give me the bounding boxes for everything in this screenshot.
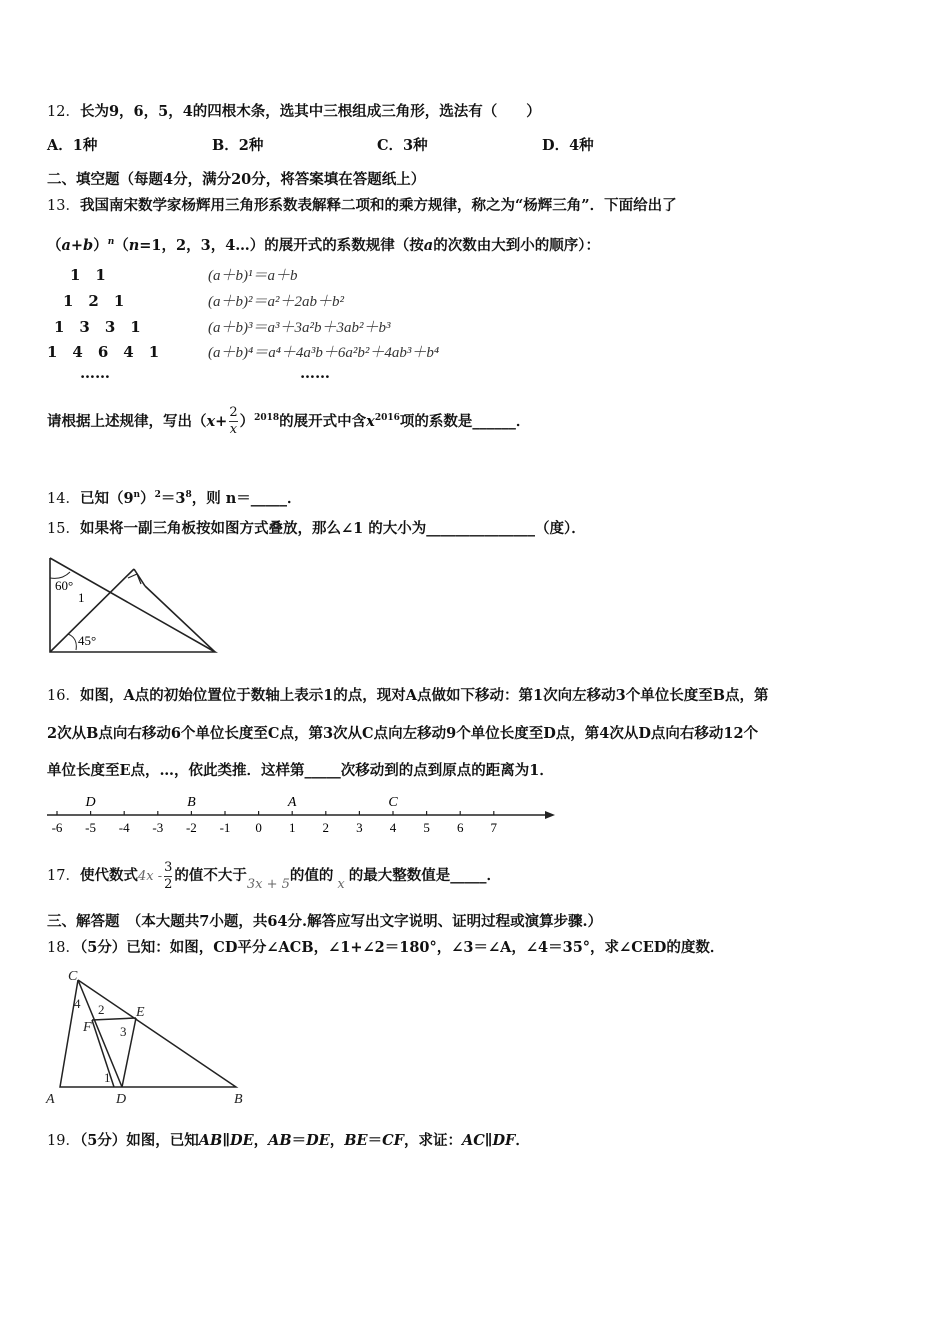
question-number: 13． [47,198,80,214]
expansion-line: (a＋b)¹＝a＋b [208,268,298,284]
expansion-line: (a＋b)⁴＝a⁴＋4a³b＋6a²b²＋4ab³＋b⁴ [208,345,440,361]
expr: 3x + 5 [246,877,290,892]
axis-tick-label: 4 [389,820,397,835]
question-16-line2: 2次从B点向右移动6个单位长度至C点，第3次从C点向左移动9个单位长度至D点，第4次从D点向右移动12个 [47,725,759,742]
question-number: 14． [47,490,80,507]
axis-tick-label: 7 [490,820,498,835]
figure-leg [134,569,145,586]
axis-arrow [545,811,555,819]
fig-label-60: 60° [55,578,74,593]
axis-tick-label: 0 [255,820,262,835]
text: ） [140,489,155,507]
label-b: B [234,1092,243,1107]
expr: 4x - [137,869,163,884]
text: （ [114,236,129,254]
label-d: D [116,1092,127,1107]
text: 请根据上述规律，写出（ [47,412,207,430]
text: 使代数式 [79,867,138,884]
option-b[interactable]: B．2种 [212,137,264,154]
question-18 [47,938,724,958]
axis-tick-label: -4 [118,820,130,835]
exponent: n [133,490,141,500]
text: 已知（9 [79,489,134,507]
exponent-n: n [107,237,115,247]
question-16 [47,686,768,706]
axis-tick-label: 5 [423,820,430,835]
question-12 [47,102,541,122]
numerator: 2 [229,405,238,421]
exponent: 2 [154,490,161,500]
text: ． [515,1132,530,1149]
question-12-options [47,136,707,156]
question-text: 我国南宋数学家杨辉用三角形系数表解释二项和的乘方规律，称之为“杨辉三角”．下面给出了 [79,197,677,214]
axis-tick-label: 3 [356,820,363,835]
exponent: 2018 [254,413,280,423]
denominator: x [229,422,238,438]
var-n: n [128,236,140,254]
var-x: x [366,412,375,430]
label-1: 1 [104,1070,111,1085]
text: （ [47,236,62,254]
triangle-row: 1 1 [70,266,106,284]
option-c[interactable]: C．3种 [377,137,428,154]
text: ， [329,1132,345,1149]
angle-arc [68,634,76,650]
segment: AC [461,1132,485,1149]
axis-tick-label: -5 [85,820,97,835]
symbol: ＝ [367,1132,383,1149]
question-number: 15． [47,521,80,537]
text: 项的系数是______． [399,412,531,430]
segment: BE [344,1132,368,1149]
segment: AB [198,1132,223,1149]
numerator: 3 [164,859,173,875]
segment: DE [230,1132,254,1149]
point-label-c: C [388,795,398,810]
axis-tick-label: -1 [219,820,231,835]
question-13 [47,196,677,216]
axis-tick-label: 6 [456,820,464,835]
question-13-ask [47,400,530,440]
expr-a-plus-b: a+b [61,236,94,254]
question-number: 16． [47,688,80,704]
question-14 [47,485,302,509]
denominator: 2 [164,876,173,892]
exponent: 8 [185,490,192,500]
axis-tick-label: -2 [185,820,197,835]
symbol: ∥ [484,1132,493,1149]
segment: AB [268,1132,292,1149]
text: ，则 n＝_____． [191,489,302,507]
triangle-row: …… [80,364,110,382]
text: =1，2，3，4…）的展开式的系数规律（按 [139,236,424,254]
number-line-figure [45,790,560,840]
text: ＝3 [160,489,186,507]
label-a: A [46,1092,55,1107]
question-16-line3: 单位长度至E点，…，依此类推．这样第_____次移动到的点到原点的距离为1． [47,762,554,779]
question-17 [47,858,501,895]
point-label-b: B [187,795,196,810]
label-e: E [136,1005,145,1020]
text: （5分）如图，已知 [79,1132,199,1149]
fraction-2-over-x [229,405,237,438]
question-text: 长为9，6，5，4的四根木条，选其中三根组成三角形，选法有（ ） [79,103,541,120]
question-number: 19． [47,1133,80,1149]
question-text-line1: 如图，A点的初始位置位于数轴上表示1的点，现对A点做如下移动：第1次向左移动3个单位长度至B点，第 [79,687,769,704]
label-4: 4 [74,996,81,1011]
var-a: a [423,236,434,254]
text: 的展开式中含 [279,412,367,430]
expansion-line: (a＋b)³＝a³＋3a²b＋3ab²＋b³ [208,320,391,336]
exponent: 2016 [374,413,400,423]
segment-fe [92,1018,136,1020]
fig-label-45: 45° [78,633,97,648]
segment: DE [306,1132,330,1149]
option-a[interactable]: A．1种 [47,137,98,154]
plus-sign: + [215,412,228,430]
expansion-line: (a＋b)²＝a²＋2ab＋b² [208,294,344,310]
var-x: x [337,877,345,892]
axis-tick-label: 1 [288,820,296,835]
label-f: F [83,1020,92,1035]
label-3: 3 [120,1024,127,1039]
question-15 [47,519,586,539]
question-19 [47,1131,530,1151]
triangle-row: 1 2 1 [63,292,125,310]
question-text: （5分）已知：如图，CD平分∠ACB，∠1+∠2＝180°，∠3＝∠A，∠4＝35°，求∠CED的度数． [79,939,725,956]
segment: CF [382,1132,404,1149]
label-2: 2 [98,1002,105,1017]
triangle-board-figure [40,550,230,660]
fig-label-1: 1 [78,590,85,605]
axis-tick-label: -3 [152,820,164,835]
expansion-line: …… [300,364,330,382]
segment-fd [92,1020,114,1087]
option-d[interactable]: D．4种 [542,137,594,154]
label-c: C [68,969,78,984]
figure-big-triangle [50,558,215,652]
question-13-line2 [47,232,600,256]
text: 的次数由大到小的顺序）： [433,236,600,254]
axis-tick-label: 2 [322,820,330,835]
point-label-a: A [287,795,297,810]
text: ） [239,412,255,430]
segment: DF [492,1132,516,1149]
section-heading-fill-in: 二、填空题（每题4分，满分20分，将答案填在答题纸上） [47,171,426,188]
fraction-3-over-2 [164,860,172,893]
symbol: ＝ [291,1132,307,1149]
var-x: x [206,412,216,430]
triangle-row: 1 4 6 4 1 [47,343,160,361]
text: 的值的 [289,867,334,884]
text: ） [93,236,108,254]
question-number: 18． [47,940,80,956]
point-label-d: D [85,795,96,810]
axis-tick-label: -6 [51,820,63,835]
geometry-figure-18 [40,962,255,1112]
text: ，求证： [403,1132,462,1149]
text: 的最大整数值是_____． [348,867,501,884]
section-heading-solve: 三、解答题 （本大题共7小题，共64分.解答应写出文字说明、证明过程或演算步骤.） [47,913,603,930]
question-text: 如果将一副三角板按如图方式叠放，那么∠1 的大小为_______________（度）． [79,520,586,537]
question-number: 17． [47,868,80,884]
question-number: 12． [47,104,80,120]
text: ， [253,1132,269,1149]
symbol: ∥ [222,1132,230,1149]
triangle-row: 1 3 3 1 [54,318,141,336]
text: 的值不大于 [174,867,247,884]
